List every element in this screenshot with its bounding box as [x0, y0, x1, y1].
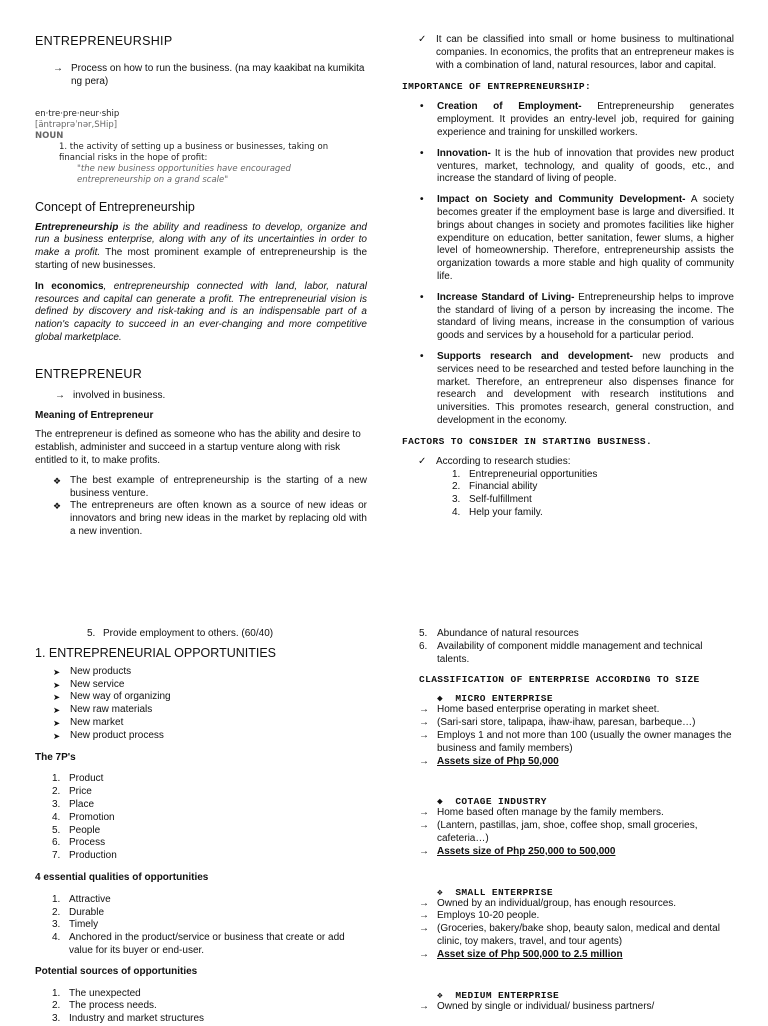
item-number: 3. — [52, 919, 61, 931]
list-item — [52, 1013, 367, 1026]
importance-item-text — [437, 148, 734, 186]
item-text: The process needs. — [69, 1000, 157, 1012]
item-text: (Sari-sari store, talipapa, ihaw-ihaw, paresan, barbeque…) — [437, 717, 696, 729]
item-text: Employs 10-20 people. — [437, 910, 540, 922]
diamond-item-text: The best example of entrepreneurship is the starting of a new business venture. — [70, 474, 367, 499]
seven-p-title: The 7P's — [35, 751, 76, 763]
micro-title-text: MICRO ENTERPRISE — [455, 693, 553, 705]
qualities-list — [35, 894, 367, 958]
arrowhead-bullet-icon: ➤ — [53, 692, 61, 703]
dict-definition: 1. the activity of setting up a business or businesses, taking on financial risks in the hope of profit: — [59, 141, 329, 163]
item-number: 2. — [52, 906, 61, 918]
item-number: 4. — [452, 506, 461, 518]
list-item — [420, 194, 734, 284]
bullet-icon: • — [420, 194, 424, 206]
list-item — [52, 850, 367, 863]
arrow-icon: → — [419, 910, 429, 922]
importance-list — [402, 101, 734, 427]
item-text: Production — [69, 850, 117, 862]
list-item — [53, 691, 367, 704]
importance-item-bold: Increase Standard of Living- — [437, 291, 575, 303]
dict-example: "the new business opportunities have encouraged entrepreneurship on a grand scale" — [77, 163, 291, 185]
item-text: Durable — [69, 906, 105, 918]
concept-p1-bold: Entrepreneurship — [35, 221, 119, 233]
small-title — [419, 887, 737, 898]
classification-title: CLASSIFICATION OF ENTERPRISE ACCORDING TO SIZE — [419, 674, 700, 686]
concept-p2-bold: In economics — [35, 280, 104, 292]
concept-paragraph-2 — [35, 281, 367, 345]
list-item — [52, 812, 367, 825]
arrow-icon: → — [419, 820, 429, 832]
importance-item-rest: Entrepreneurship generates employment. It provides an entry-level job, required for gaining experience and training for unskilled workers. — [437, 101, 734, 138]
factor-item-5 — [35, 628, 367, 641]
list-item — [53, 666, 367, 679]
item-text: Home based often manage by the family members. — [437, 807, 664, 819]
item-text: New service — [70, 678, 125, 690]
micro-title — [419, 693, 737, 704]
involved-line — [35, 390, 367, 403]
concept-p2-italic: , entrepreneurship connected with land, labor, natural resources and capital can generate a profit. The entrepreneurial vision is defined by discovery and risk-taking and is an indispensable part of a nation's capacity to succeed in an ever-changing and more competitive global marketplace. — [35, 280, 367, 343]
process-text: Process on how to run the business. (na may kaakibat na kumikita ng pera) — [71, 63, 365, 87]
importance-item-rest: A society becomes greater if the employment base is large and diversified. It brings about changes in society and promotes facilities like higher expenditure on education, better sanitation, fewer slums, a higher level of homeownership. Therefore, entrepreneurship assists the organization towards a more stable and high quality of community life. — [437, 194, 734, 282]
item-number: 5. — [52, 824, 61, 836]
item-text: (Lantern, pastillas, jam, shoe, coffee shop, small groceries, cafeteria…) — [437, 820, 698, 844]
diamond-bullet-icon: ◆ — [437, 693, 444, 705]
arrow-icon: → — [419, 897, 429, 909]
arrow-icon: → — [419, 1000, 429, 1012]
page-2 — [0, 512, 768, 1024]
list-item — [53, 475, 367, 501]
importance-item-rest: It is the hub of innovation that provides new product ventures, market, technology, and quality of goods, etc., and increase the standard of living of people. — [437, 147, 734, 185]
item-number: 1. — [52, 987, 61, 999]
item-text: New market — [70, 716, 124, 728]
item-number: 1. — [452, 468, 461, 480]
list-item — [419, 641, 737, 667]
item-text: Availability of component middle management and technical talents. — [437, 640, 703, 665]
item-text: Attractive — [69, 893, 111, 905]
list-item — [52, 988, 367, 1001]
item-text: Provide employment to others. (60/40) — [103, 628, 274, 639]
list-item — [420, 292, 734, 343]
arrow-icon: → — [419, 948, 429, 960]
list-item — [419, 923, 737, 949]
arrow-icon: → — [419, 807, 429, 819]
item-text: New raw materials — [70, 704, 153, 716]
list-item — [420, 351, 734, 428]
item-text: New product process — [70, 729, 164, 741]
micro-list — [419, 704, 737, 755]
item-number: 2. — [52, 1000, 61, 1012]
entrepreneurship-title: ENTREPRENEURSHIP — [35, 34, 173, 48]
checkmark-icon: ✓ — [418, 34, 427, 45]
arrow-icon: → — [419, 717, 429, 729]
item-number: 6. — [419, 640, 428, 652]
medium-list — [419, 1001, 737, 1014]
concept-paragraph-1 — [35, 222, 367, 273]
list-item — [52, 1000, 367, 1013]
importance-item-text — [437, 292, 734, 343]
entrepreneur-title: ENTREPRENEUR — [35, 366, 143, 381]
item-number: 3. — [52, 1013, 61, 1025]
list-item — [52, 932, 367, 958]
item-number: 2. — [452, 481, 461, 493]
item-number: 4. — [52, 932, 61, 944]
list-item — [419, 807, 737, 820]
list-item — [419, 628, 737, 641]
list-item — [52, 837, 367, 850]
importance-item-text — [437, 351, 734, 428]
list-item — [420, 148, 734, 186]
bullet-icon: • — [420, 350, 424, 362]
cotage-title — [419, 796, 737, 807]
item-text: Price — [69, 786, 92, 798]
importance-item-text — [437, 194, 734, 284]
importance-item-rest: Entrepreneurship helps to improve the standard of living of a person by increasing the income. The standard of living means, increase in the consumption of various goods and services by a household for a particular period. — [437, 291, 734, 342]
importance-item-text — [437, 101, 734, 139]
importance-item-bold: Innovation- — [437, 147, 491, 159]
list-item — [419, 717, 737, 730]
check-text: It can be classified into small or home business to multinational companies. In economics, the profits that an entrepreneur makes is with a combination of land, natural resources, labor and capital. — [436, 34, 734, 71]
dict-word: en·tre·pre·neur·ship — [35, 108, 120, 119]
list-item — [419, 820, 737, 846]
factors-intro-text: According to research studies: — [436, 455, 571, 467]
list-item — [419, 730, 737, 756]
opportunities-title: 1. ENTREPRENEURIAL OPPORTUNITIES — [35, 645, 277, 660]
page2-right-column — [419, 628, 737, 1013]
item-number: 5. — [87, 628, 96, 639]
list-item — [52, 773, 367, 786]
small-assets: Asset size of Php 500,000 to 2.5 million — [437, 948, 623, 960]
diamond-outline-icon: ❖ — [437, 989, 444, 1001]
item-text: Anchored in the product/service or business that create or add value for its buyer or end-user. — [69, 932, 345, 956]
list-item — [53, 704, 367, 717]
importance-item-bold: Impact on Society and Community Development- — [437, 194, 686, 206]
meaning-text: The entrepreneur is defined as someone who has the ability and desire to establish, administer and succeed in a startup venture along with risk entitled to it, to make profits. — [35, 429, 361, 466]
cotage-assets-line — [419, 846, 737, 859]
factors-intro — [402, 456, 734, 469]
item-number: 3. — [452, 494, 461, 506]
small-assets-line — [419, 949, 737, 962]
item-text: Timely — [69, 919, 99, 931]
item-number: 1. — [52, 773, 61, 785]
concept-p1-plain: The most prominent example of entrepreneurship is the starting of new businesses. — [35, 247, 367, 271]
meaning-title: Meaning of Entrepreneur — [35, 409, 154, 421]
concept-p1-italic: is the ability and readiness to develop, organize and run a business enterprise, along with any of its uncertainties in order to make a profit. — [35, 221, 367, 259]
page1-right-column — [402, 34, 734, 520]
item-text: Owned by single or individual/ business partners/ — [437, 1000, 655, 1012]
arrow-icon: → — [419, 729, 429, 741]
arrow-icon: → — [55, 389, 65, 401]
list-item — [53, 679, 367, 692]
small-list — [419, 898, 737, 949]
list-item — [52, 894, 367, 907]
arrow-icon: → — [419, 845, 429, 857]
item-number: 1. — [52, 893, 61, 905]
arrowhead-bullet-icon: ➤ — [53, 730, 61, 741]
diamond-bullet-icon: ❖ — [53, 501, 62, 512]
cotage-title-text: COTAGE INDUSTRY — [455, 796, 547, 808]
importance-item-bold: Supports research and development- — [437, 350, 633, 362]
item-text: Entrepreneurial opportunities — [469, 468, 598, 480]
small-title-text: SMALL ENTERPRISE — [455, 886, 553, 898]
item-text: Employs 1 and not more than 100 (usually the owner manages the business and family members) — [437, 729, 732, 754]
item-text: Place — [69, 798, 95, 810]
diamond-item-text: The entrepreneurs are often known as a source of new ideas or innovators and bring new ideas in the market by replacing old with a new invention. — [70, 500, 367, 537]
factors-continued-list — [419, 628, 737, 666]
cotage-assets: Assets size of Php 250,000 to 500,000 — [437, 845, 616, 857]
factors-title: FACTORS TO CONSIDER IN STARTING BUSINESS. — [402, 435, 653, 447]
bullet-icon: • — [420, 101, 424, 113]
arrow-icon: → — [419, 923, 429, 935]
list-item — [52, 919, 367, 932]
item-text: Promotion — [69, 811, 115, 823]
item-text: Process — [69, 837, 106, 849]
item-text: Home based enterprise operating in market sheet. — [437, 704, 660, 716]
opportunities-list — [35, 666, 367, 743]
list-item — [420, 101, 734, 139]
item-text: Owned by an individual/group, has enough resources. — [437, 897, 677, 909]
list-item — [52, 907, 367, 920]
arrowhead-bullet-icon: ➤ — [53, 679, 61, 690]
list-item — [452, 469, 734, 482]
diamond-bullet-icon: ❖ — [53, 475, 62, 486]
sources-list — [35, 988, 367, 1026]
list-item — [52, 799, 367, 812]
item-text: The unexpected — [69, 987, 141, 999]
micro-assets: Assets size of Php 50,000 — [437, 755, 559, 767]
diamond-outline-icon: ❖ — [437, 886, 444, 898]
classification-check — [402, 34, 734, 72]
bullet-icon: • — [420, 147, 424, 159]
item-text: Financial ability — [469, 481, 538, 493]
micro-assets-line — [419, 756, 737, 769]
item-text: New products — [70, 665, 132, 677]
list-item — [419, 898, 737, 911]
arrow-icon: → — [53, 63, 63, 74]
arrowhead-bullet-icon: ➤ — [53, 717, 61, 728]
seven-p-list — [35, 773, 367, 863]
arrowhead-bullet-icon: ➤ — [53, 705, 61, 716]
qualities-title: 4 essential qualities of opportunities — [35, 871, 209, 883]
item-text: Abundance of natural resources — [437, 628, 579, 639]
checkmark-icon: ✓ — [418, 455, 427, 467]
page1-left-column — [35, 34, 367, 539]
item-text: Industry and market structures — [69, 1013, 205, 1025]
page2-left-column — [35, 628, 367, 1026]
item-number: 2. — [52, 786, 61, 798]
cotage-list — [419, 807, 737, 845]
dict-pronunciation: [äntrəprəˈnər,SHip] — [35, 119, 118, 130]
list-item — [419, 1001, 737, 1014]
item-number: 4. — [52, 811, 61, 823]
list-item — [52, 825, 367, 838]
dictionary-entry — [35, 109, 367, 186]
concept-title: Concept of Entrepreneurship — [35, 199, 195, 214]
medium-title — [419, 990, 737, 1001]
list-item — [53, 717, 367, 730]
arrow-icon: → — [419, 755, 429, 767]
list-item — [419, 910, 737, 923]
list-item — [52, 786, 367, 799]
importance-title: IMPORTANCE OF ENTREPRENEURSHIP: — [402, 81, 592, 93]
bullet-icon: • — [420, 291, 424, 303]
diamond-bullet-icon: ◆ — [437, 796, 444, 808]
item-text: Product — [69, 773, 104, 785]
item-text: Self-fulfillment — [469, 494, 532, 506]
item-number: 6. — [52, 837, 61, 849]
list-item — [419, 704, 737, 717]
item-text: New way of organizing — [70, 691, 171, 703]
item-text: Help your family. — [469, 506, 543, 518]
item-number: 7. — [52, 850, 61, 862]
sources-title: Potential sources of opportunities — [35, 965, 198, 977]
list-item — [452, 481, 734, 494]
item-text: People — [69, 824, 101, 836]
medium-title-text: MEDIUM ENTERPRISE — [455, 989, 560, 1001]
list-item — [53, 730, 367, 743]
item-number: 5. — [419, 628, 428, 639]
process-line — [35, 63, 367, 89]
involved-text: involved in business. — [73, 389, 166, 401]
importance-item-rest: new products and services need to be researched and tested before launching in the market. Therefore, an entrepreneur also dispenses finance for research and development with research institutions and universities. This promotes research, general construction, and development in the economy. — [437, 350, 735, 426]
arrow-icon: → — [419, 704, 429, 716]
dict-pos: NOUN — [35, 130, 64, 141]
importance-item-bold: Creation of Employment- — [437, 101, 582, 113]
list-item — [452, 494, 734, 507]
item-text: (Groceries, bakery/bake shop, beauty salon, medical and dental clinic, toy makers, travel, and tour agents) — [437, 923, 720, 947]
item-number: 3. — [52, 798, 61, 810]
arrowhead-bullet-icon: ➤ — [53, 666, 61, 677]
